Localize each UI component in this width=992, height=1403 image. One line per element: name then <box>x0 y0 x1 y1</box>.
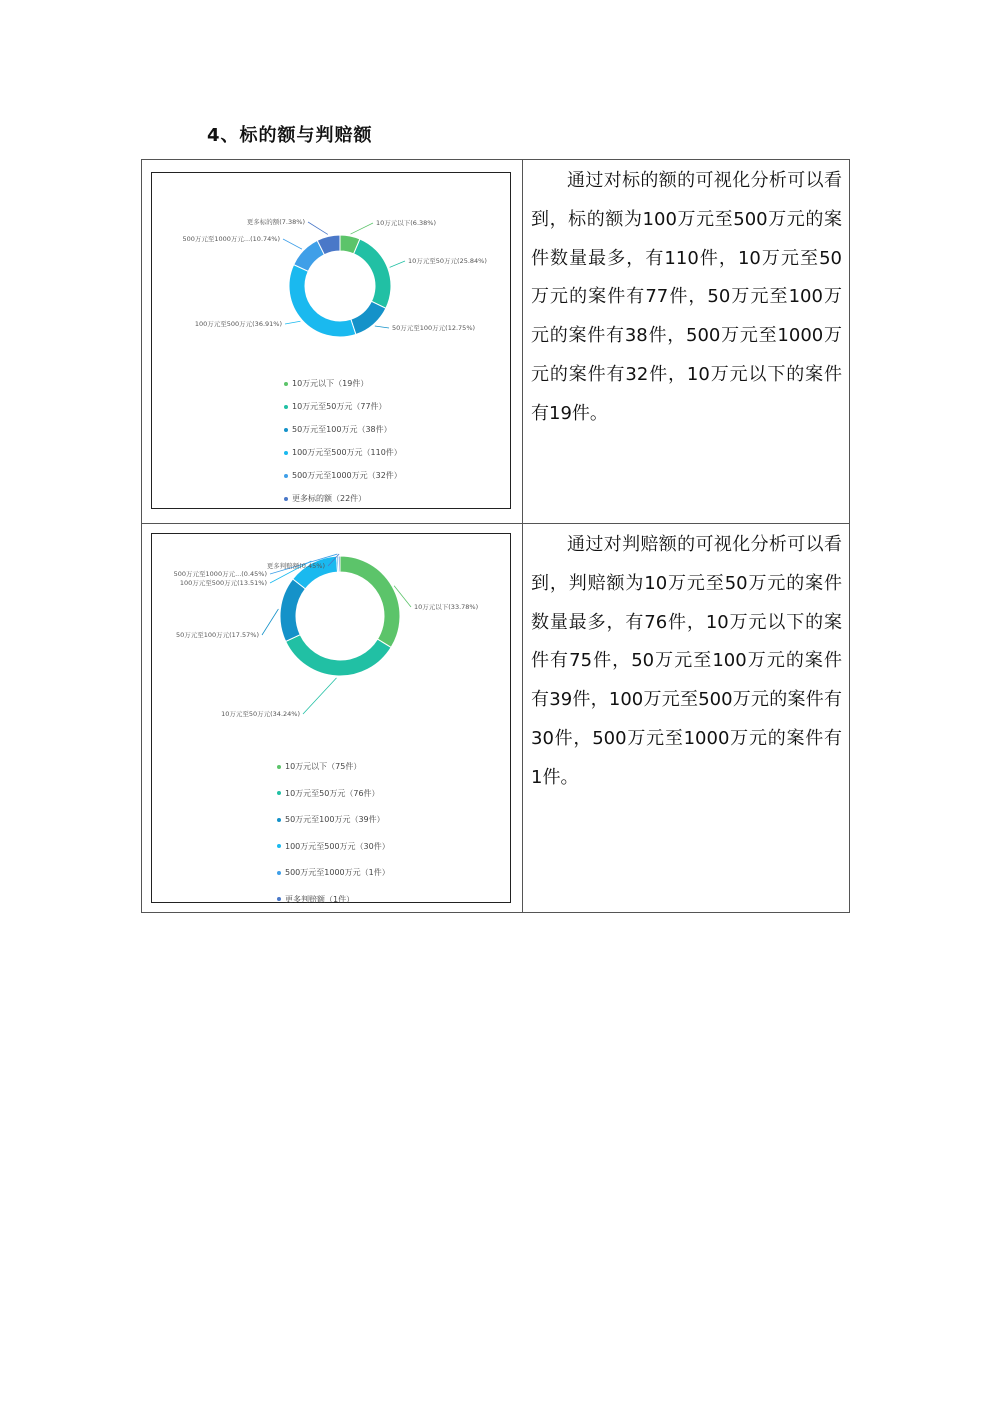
slice-label: 50万元至100万元(17.57%) <box>175 631 259 639</box>
leader-line <box>303 678 336 714</box>
legend-label: 50万元至100万元（39件） <box>285 815 385 824</box>
leader-line <box>390 261 405 267</box>
legend-item <box>277 761 361 772</box>
legend-item <box>284 378 368 389</box>
analysis-table <box>141 159 850 913</box>
slice-label: 500万元至1000万元...(10.74%) <box>182 235 280 243</box>
slice-label: 100万元至500万元(36.91%) <box>194 320 282 328</box>
award-amount-chart <box>151 533 511 903</box>
donut-slice <box>351 301 386 334</box>
legend-item <box>284 470 402 481</box>
legend-dot <box>277 844 281 848</box>
legend-label: 50万元至100万元（38件） <box>292 425 392 434</box>
slice-label: 更多判赔额(0.45%) <box>266 562 325 570</box>
slice-label: 10万元以下(6.38%) <box>376 219 436 227</box>
table-divider-horizontal <box>142 523 849 524</box>
section-heading: 4、标的额与判赔额 <box>207 125 373 146</box>
legend-label: 10万元以下（19件） <box>292 379 369 388</box>
slice-label: 10万元至50万元(34.24%) <box>221 710 300 718</box>
slice-label: 50万元至100万元(12.75%) <box>392 324 476 332</box>
leader-line <box>308 222 328 234</box>
leader-line <box>283 239 302 249</box>
legend-dot <box>277 791 281 795</box>
legend-item <box>277 867 390 878</box>
legend-dot <box>277 818 281 822</box>
table-divider-vertical <box>522 160 523 912</box>
legend-dot <box>277 765 281 769</box>
leader-line <box>351 223 373 234</box>
leader-line <box>375 326 389 328</box>
legend-label: 10万元以下（75件） <box>285 762 362 771</box>
legend-label: 500万元至1000万元（1件） <box>285 868 390 877</box>
legend-dot <box>277 871 281 875</box>
legend-item <box>277 841 390 852</box>
donut-slice <box>340 556 400 647</box>
legend-label: 100万元至500万元（110件） <box>292 448 402 457</box>
legend-dot <box>284 497 288 501</box>
legend-item <box>277 788 380 799</box>
claim-amount-paragraph: 通过对标的额的可视化分析可以看到，标的额为100万元至500万元的案件数量最多，有110件，10万元至50万元的案件有77件，50万元至100万元的案件有38件，500万元至1000万元的案件有32件，10万元以下的案件有19件。 <box>531 170 842 424</box>
legend-dot <box>284 382 288 386</box>
slice-label: 100万元至500万元(13.51%) <box>179 579 267 587</box>
donut-slice <box>286 635 391 676</box>
legend-label: 10万元至50万元（77件） <box>292 402 387 411</box>
slice-label: 10万元以下(33.78%) <box>414 603 479 611</box>
legend-label: 更多判赔额（1件） <box>285 894 355 904</box>
legend-item <box>284 493 366 504</box>
slice-label: 500万元至1000万元...(0.45%) <box>173 570 267 578</box>
legend-item <box>277 814 385 825</box>
legend-item <box>277 894 354 905</box>
legend-dot <box>284 428 288 432</box>
donut-slice <box>354 239 391 308</box>
donut-slice <box>280 579 305 642</box>
slice-label: 10万元至50万元(25.84%) <box>408 257 487 265</box>
legend-dot <box>277 897 281 901</box>
legend-dot <box>284 474 288 478</box>
slice-label: 更多标的额(7.38%) <box>246 218 305 226</box>
legend-label: 500万元至1000万元（32件） <box>292 471 402 480</box>
donut-slice <box>338 556 340 572</box>
legend-label: 10万元至50万元（76件） <box>285 788 380 798</box>
legend-dot <box>284 405 288 409</box>
legend-label: 100万元至500万元（30件） <box>285 841 390 851</box>
legend-item <box>284 424 392 435</box>
legend-dot <box>284 451 288 455</box>
donut-slice <box>289 265 356 337</box>
leader-line <box>262 609 278 635</box>
leader-line <box>285 321 300 324</box>
claim-amount-chart <box>151 172 511 509</box>
legend-label: 更多标的额（22件） <box>292 494 367 503</box>
legend-item <box>284 447 402 458</box>
award-amount-paragraph: 通过对判赔额的可视化分析可以看到，判赔额为10万元至50万元的案件数量最多，有76件，10万元以下的案件有75件，50万元至100万元的案件有39件，100万元至500万元的案件有30件，500万元至1000万元的案件有1件。 <box>531 534 842 788</box>
legend-item <box>284 401 387 412</box>
